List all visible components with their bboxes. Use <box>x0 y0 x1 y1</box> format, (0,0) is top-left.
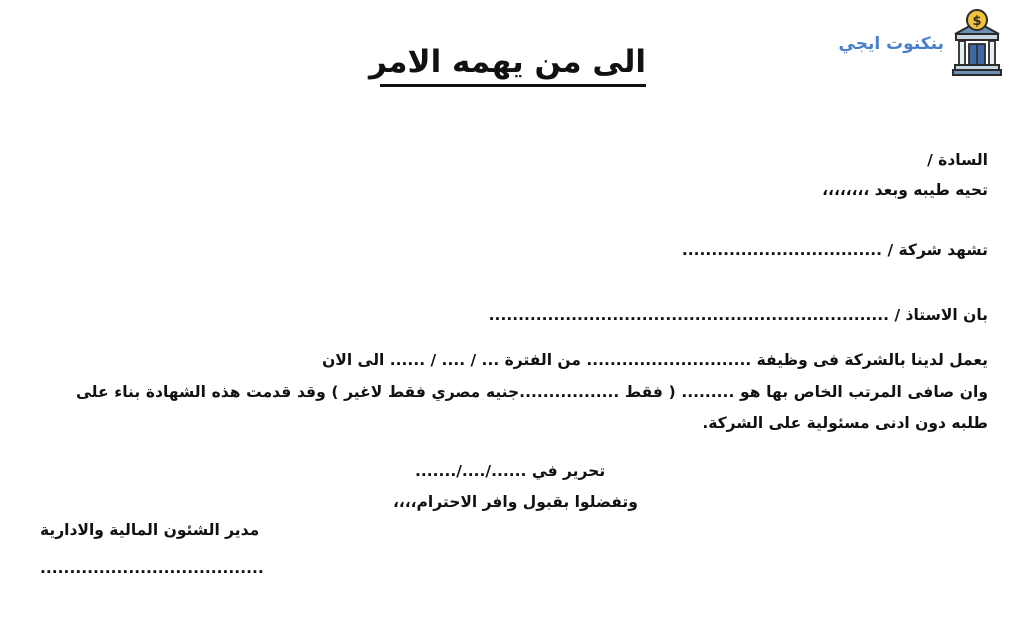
employee-line: بان الاستاذ / .................................................................... <box>488 306 988 324</box>
request-line: طلبه دون ادنى مسئولية على الشركة. <box>702 414 988 432</box>
salary-line: وان صافى المرتب الخاص بها هو ......... ( فقط .................جنيه مصري فقط لاغير ) وقد قدمت هذه الشهادة بناء على <box>76 383 988 401</box>
closing-line: وتفضلوا بقبول وافر الاحترام،،،، <box>393 493 638 511</box>
work-period-line: يعمل لدينا بالشركة فى وظيفة ............................ من الفترة ... / .... / ...... الى الان <box>322 351 988 369</box>
date-line: تحرير في ....../..../....... <box>415 462 606 480</box>
brand-name: بنكنوت ايجي <box>838 34 944 54</box>
salutation: السادة / <box>927 151 988 169</box>
company-line: تشهد شركة / .................................. <box>681 241 988 259</box>
document-title: الى من يهمه الامر <box>380 42 646 87</box>
greeting: تحيه طيبه وبعد ،،،،،،،، <box>822 181 988 199</box>
svg-text:$: $ <box>972 14 982 29</box>
bank-building-icon <box>952 8 1002 76</box>
signature-role: مدير الشئون المالية والادارية <box>40 521 260 539</box>
signature-blank: ...................................... <box>40 559 264 577</box>
